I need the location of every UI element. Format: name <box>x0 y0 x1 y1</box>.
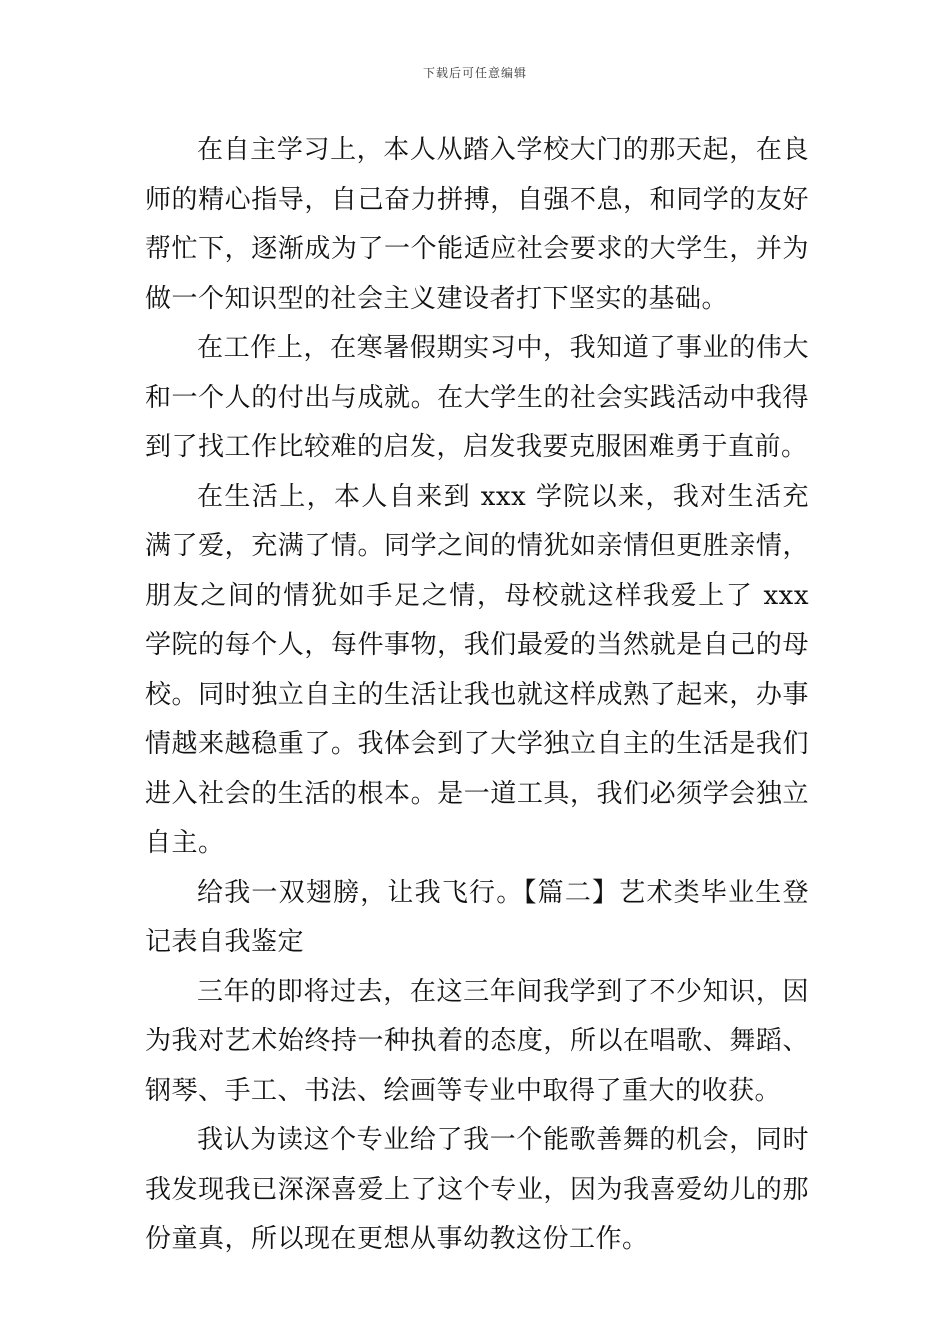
paragraph-wings-and-section-title: 给我一双翅膀，让我飞行。【篇二】艺术类毕业生登记表自我鉴定 <box>145 877 809 957</box>
header-note: 下载后可任意编辑 <box>422 66 527 80</box>
paragraph-major: 我认为读这个专业给了我一个能歌善舞的机会，同时我发现我已深深喜爱上了这个专业，因为我喜爱幼儿的那份童真，所以现在更想从事幼教这份工作。 <box>145 1125 809 1254</box>
paragraph-work: 在工作上，在寒暑假期实习中，我知道了事业的伟大和一个人的付出与成就。在大学生的社会实践活动中我得到了找工作比较难的启发，启发我要克服困难勇于直前。 <box>145 333 809 462</box>
paragraph-life: 在生活上，本人自来到 xxx 学院以来，我对生活充满了爱，充满了情。同学之间的情犹如亲情但更胜亲情，朋友之间的情犹如手足之情，母校就这样我爱上了 xxx 学院的每个人，每件事物，我们最爱的当然就是自己的母校。同时独立自主的生活让我也就这样成熟了起来，办事情越来越稳重了。我体会到了大学独立自主的生活是我们进入社会的生活的根本。是一道工具，我们必须学会独立自主。 <box>145 481 809 858</box>
document-body <box>145 126 809 1265</box>
paragraph-three-years: 三年的即将过去，在这三年间我学到了不少知识，因为我对艺术始终持一种执着的态度，所以在唱歌、舞蹈、钢琴、手工、书法、绘画等专业中取得了重大的收获。 <box>145 976 809 1106</box>
paragraph-self-study: 在自主学习上，本人从踏入学校大门的那天起，在良师的精心指导，自己奋力拼搏，自强不息，和同学的友好帮忙下，逐渐成为了一个能适应社会要求的大学生，并为做一个知识型的社会主义建设者打下坚实的基础。 <box>145 135 809 314</box>
